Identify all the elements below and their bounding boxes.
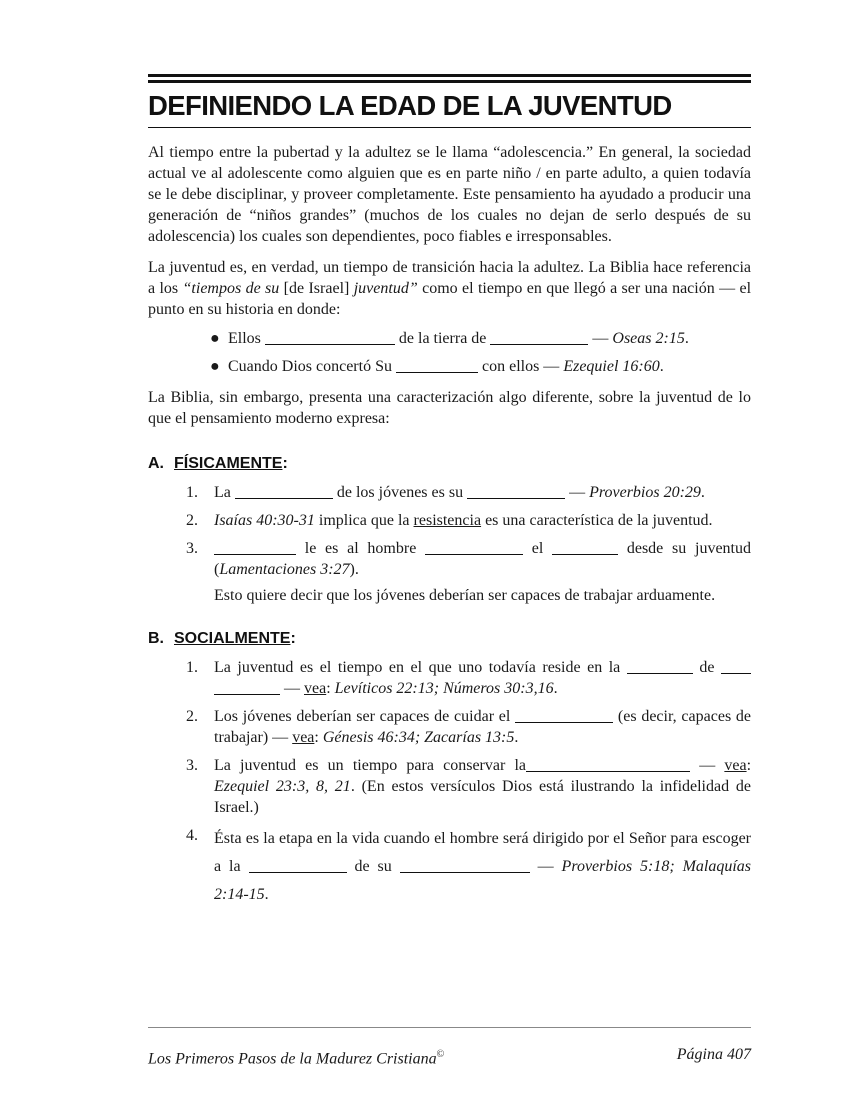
fill-blank[interactable] [214,539,296,555]
list-item: ● Ellos de la tierra de — Oseas 2:15. [210,330,689,347]
item-note: Esto quiere decir que los jóvenes deberían ser capaces de trabajar arduamente. [214,587,716,604]
fill-blank[interactable] [467,483,565,499]
fill-blank[interactable] [627,658,693,674]
section-a-items [186,482,751,606]
fill-blank[interactable] [265,329,395,345]
fill-blank[interactable] [515,707,613,723]
fill-blank[interactable] [235,483,333,499]
section-b-heading: B. SOCIALMENTE: [148,630,296,647]
fill-blank[interactable] [721,658,751,674]
bullet-list [210,328,751,377]
contrast-paragraph: La Biblia, sin embargo, presenta una caracterización algo diferente, sobre la juventud de lo que el pensamiento moderno expresa: [148,389,751,427]
list-item: 4. Ésta es la etapa en la vida cuando el hombre será dirigido por el Señor para escoger a la de su — Proverbios 5:18; Malaquías 2:14-15. [186,827,752,903]
fill-blank[interactable] [490,329,588,345]
page-number: Página 407 [676,1046,751,1063]
fill-blank[interactable] [396,357,478,373]
fill-blank[interactable] [249,857,347,873]
list-item: 1. La juventud es el tiempo en el que uno todavía reside en la de — vea: Levíticos 22:13; Números 30:3,16. [186,657,751,699]
list-item: 3. La juventud es un tiempo para conservar la — vea: Ezequiel 23:3, 8, 21. (En estos versículos Dios está ilustrando la infidelidad de Israel.) [186,757,752,816]
fill-blank[interactable] [214,679,280,695]
bullet-icon: ● [210,330,220,347]
list-item: 2. Isaías 40:30-31 implica que la resistencia es una característica de la juventud. [186,512,713,529]
fill-blank[interactable] [526,756,690,772]
list-item: ● Cuando Dios concertó Su con ellos — Ezequiel 16:60. [210,358,664,375]
top-rule-second [148,80,751,83]
list-item: 2. Los jóvenes deberían ser capaces de cuidar el (es decir, capaces de trabajar) — vea: Génesis 46:34; Zacarías 13:5. [186,708,752,746]
book-title: Los Primeros Pasos de la Madurez Cristiana© [148,1049,445,1068]
intro-paragraph: Al tiempo entre la pubertad y la adultez se le llama “adolescencia.” En general, la sociedad actual ve al adolescente como alguien que es en parte niño / en parte adulto, a quien todavía se le debe disciplinar, y proveer completamente. Este pensamiento ha ayudado a producir una generación de “niños grandes” (muchos de los cuales no dejan de serlo después de su adolescencia) los cuales son dependientes, poco fiables e irresponsables. [148,144,751,245]
section-b-items [186,657,751,909]
fill-blank[interactable] [400,857,530,873]
list-item: 3. le es al hombre el desde su juventud (Lamentaciones 3:27). Esto quiere decir que los jóvenes deberían ser capaces de trabajar arduamente. [186,540,751,604]
transition-paragraph: La juventud es, en verdad, un tiempo de transición hacia la adultez. La Biblia hace referencia a los “tiempos de su [de Israel] juventud” como el tiempo en que llegó a ser una nación — el punto en su historia en donde: [148,259,752,318]
fill-blank[interactable] [425,539,523,555]
list-item: 1. La de los jóvenes es su — Proverbios 20:29. [186,484,705,501]
bullet-icon: ● [210,358,220,375]
worksheet-page [148,74,751,916]
footer-rule [148,1027,751,1028]
fill-blank[interactable] [552,539,618,555]
page-title: DEFINIENDO LA EDAD DE LA JUVENTUD [148,89,751,128]
section-a-heading: A. FÍSICAMENTE: [148,455,288,472]
page-footer [148,1044,751,1069]
